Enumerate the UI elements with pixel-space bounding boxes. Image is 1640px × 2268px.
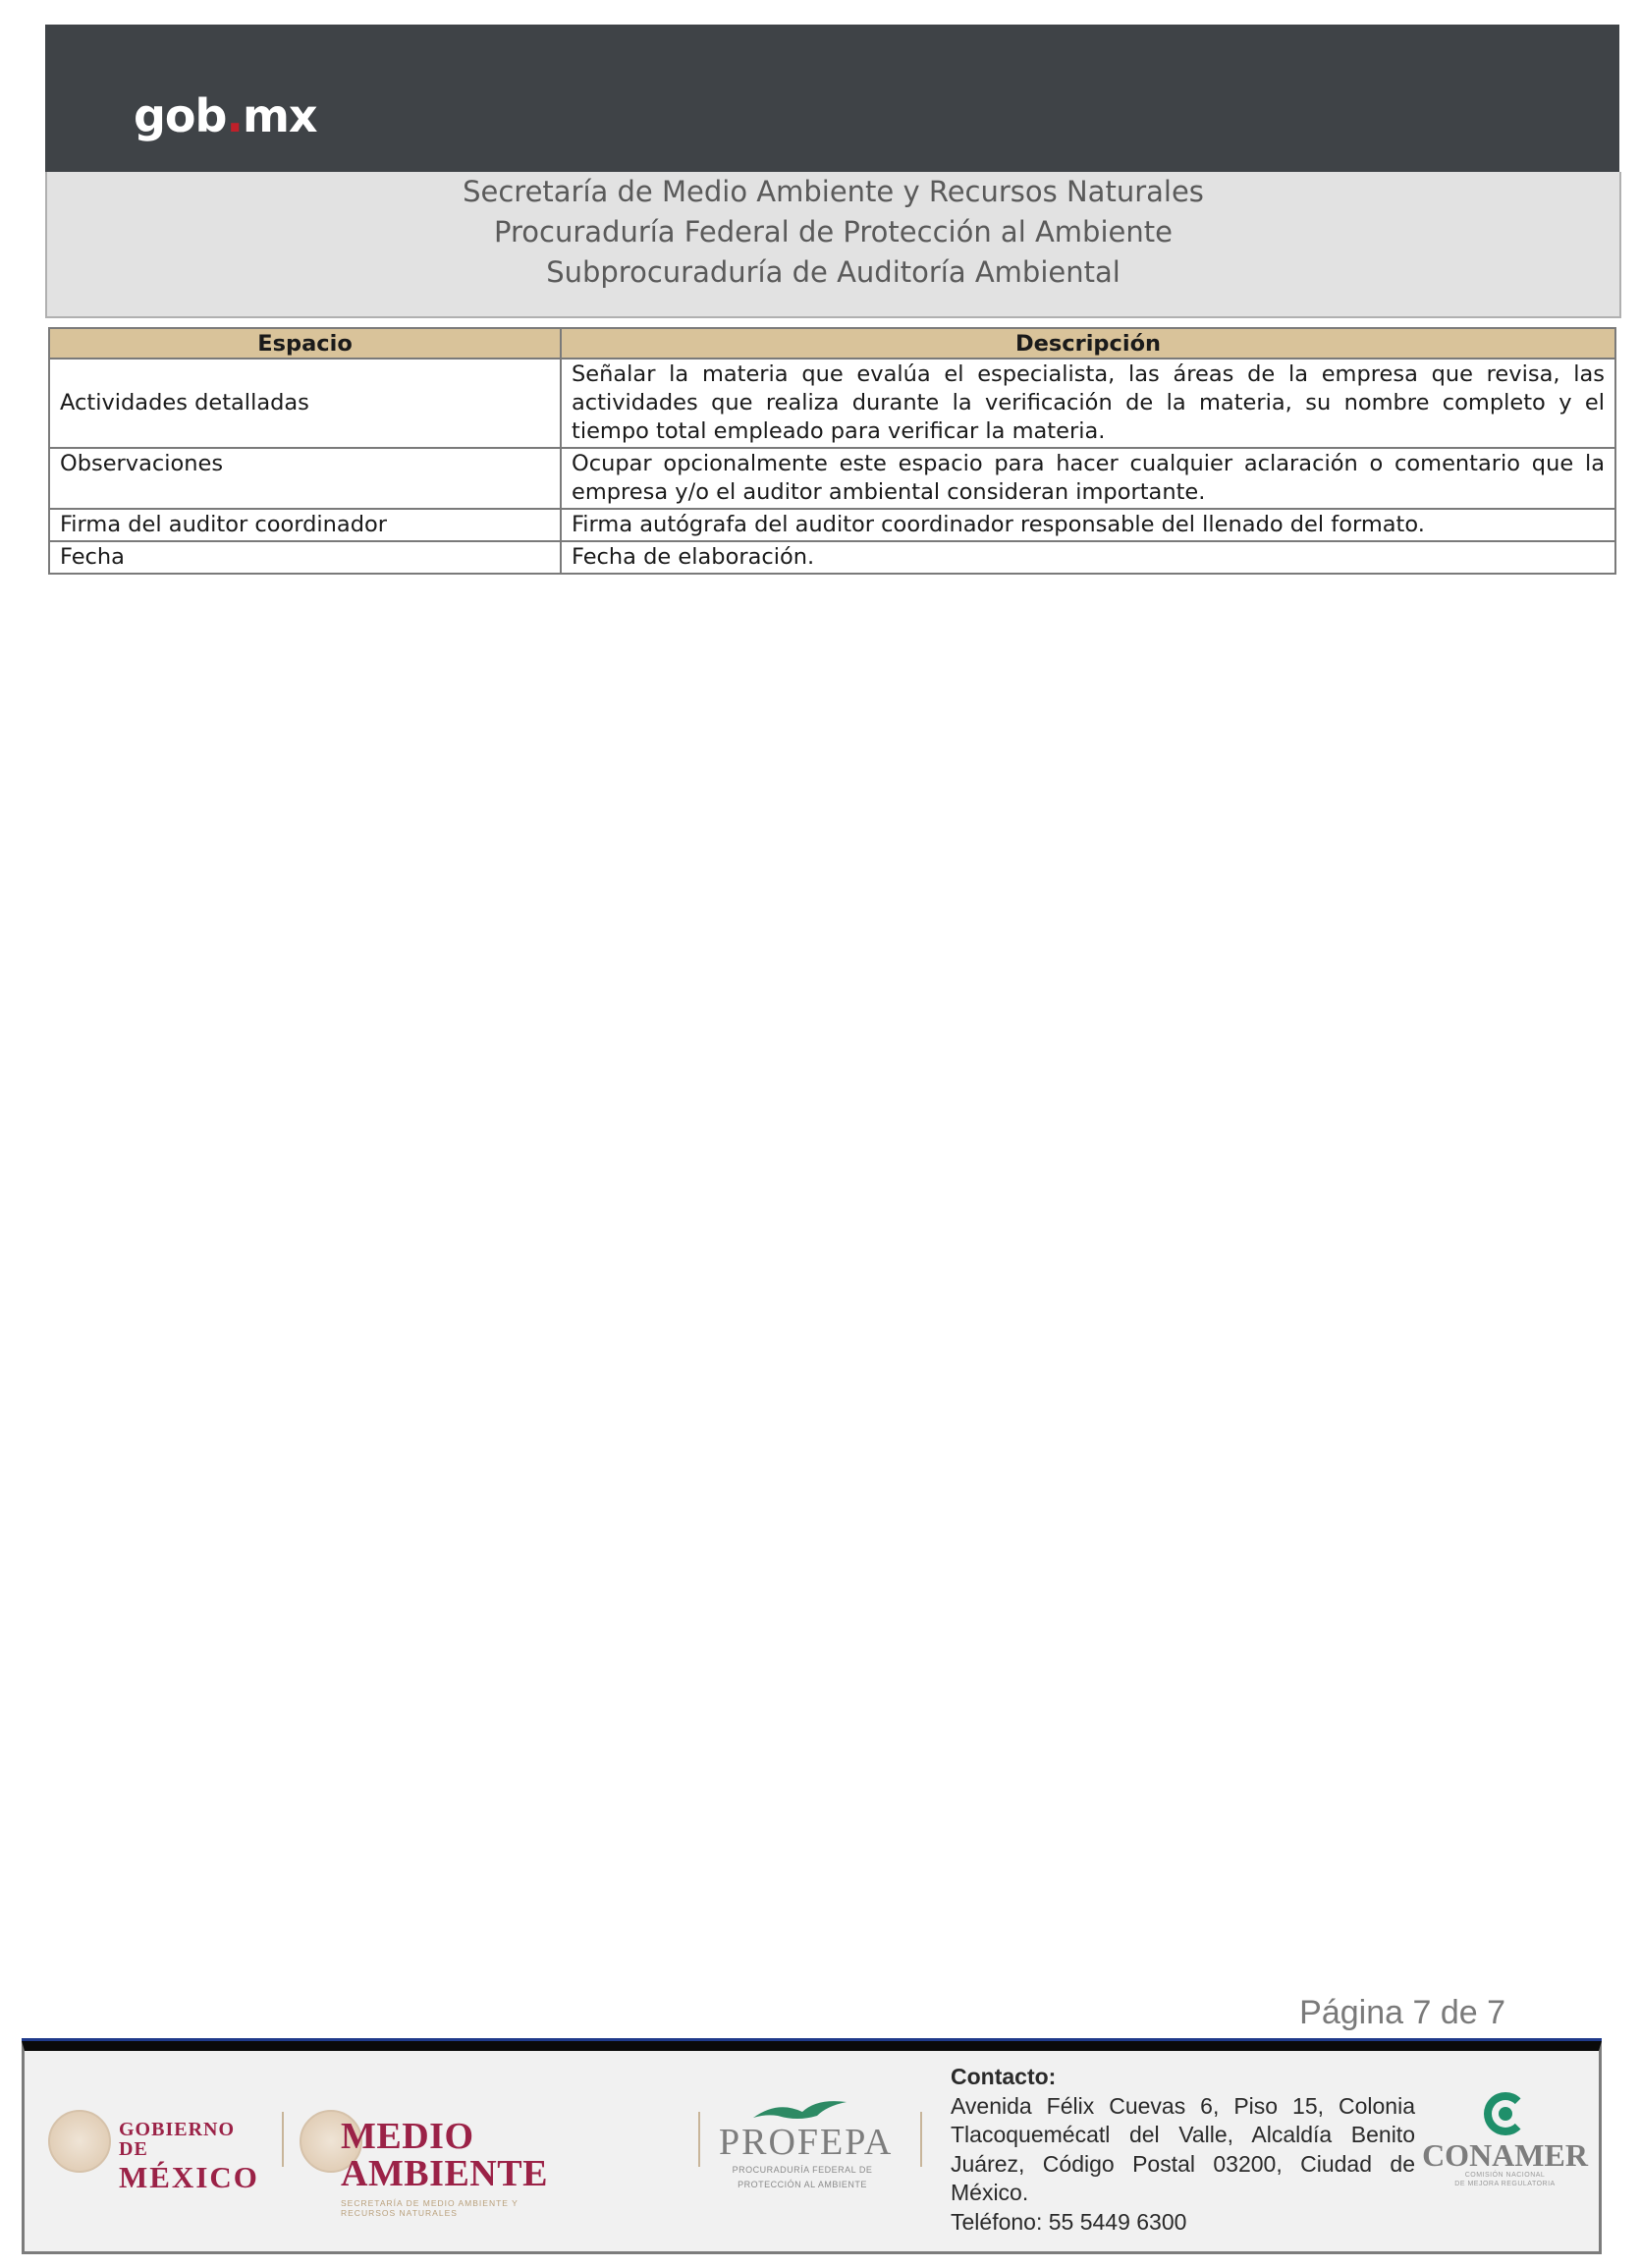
profepa-name: PROFEPA bbox=[719, 2122, 894, 2163]
table-row bbox=[49, 359, 1615, 448]
header-bar bbox=[45, 25, 1619, 172]
footer bbox=[22, 2041, 1602, 2254]
table-row bbox=[49, 448, 1615, 509]
cell-description: Ocupar opcionalmente este espacio para hacer cualquier aclaración o comentario que la empresa y/o el auditor ambiental consideran importante. bbox=[561, 448, 1615, 509]
table-header-row bbox=[49, 328, 1615, 359]
footer-divider bbox=[698, 2112, 700, 2167]
cell-space: Fecha bbox=[49, 541, 561, 574]
footer-accent-line bbox=[22, 2038, 1602, 2041]
medio-ambiente-title: MEDIO AMBIENTE bbox=[341, 2116, 548, 2194]
gobierno-de-mexico-logo bbox=[119, 2120, 259, 2192]
gob-mx-logo[interactable] bbox=[134, 89, 317, 142]
table-row bbox=[49, 541, 1615, 574]
department-line-2: Procuraduría Federal de Protección al Ambiente bbox=[494, 215, 1173, 249]
gobierno-line-2: MÉXICO bbox=[119, 2160, 259, 2194]
medio-ambiente-logo bbox=[341, 2118, 548, 2218]
column-header-descripcion: Descripción bbox=[561, 328, 1615, 359]
logo-dot: . bbox=[226, 89, 243, 142]
table-row bbox=[49, 509, 1615, 541]
conamer-subtitle-1: COMISIÓN NACIONAL bbox=[1464, 2172, 1546, 2179]
conamer-logo bbox=[1419, 2092, 1591, 2188]
medio-ambiente-subtitle: SECRETARÍA DE MEDIO AMBIENTE Y RECURSOS NATURALES bbox=[341, 2198, 519, 2218]
profepa-bird-icon bbox=[719, 2092, 886, 2124]
conamer-subtitle-2: DE MEJORA REGULATORIA bbox=[1454, 2181, 1556, 2187]
profepa-logo bbox=[719, 2092, 894, 2190]
conamer-ring-icon bbox=[1484, 2092, 1527, 2135]
cell-description: Señalar la materia que evalúa el especialista, las áreas de la empresa que revisa, las actividades que realiza durante la verificación de la materia, su nombre completo y el tiempo total empleado para verificar la materia. bbox=[561, 359, 1615, 448]
department-line-3: Subprocuraduría de Auditoría Ambiental bbox=[546, 255, 1121, 289]
mexico-seal-icon bbox=[48, 2110, 111, 2173]
contact-title: Contacto: bbox=[951, 2064, 1057, 2089]
contact-info bbox=[951, 2063, 1415, 2237]
profepa-subtitle-1: PROCURADURÍA FEDERAL DE bbox=[732, 2165, 873, 2175]
footer-divider bbox=[282, 2112, 284, 2167]
field-description-table bbox=[48, 327, 1616, 575]
cell-space: Actividades detalladas bbox=[49, 359, 561, 448]
logo-main-text: gob bbox=[134, 89, 227, 142]
page-number: Página 7 de 7 bbox=[1299, 1994, 1505, 2031]
department-line-1: Secretaría de Medio Ambiente y Recursos Naturales bbox=[463, 175, 1204, 208]
contact-address: Avenida Félix Cuevas 6, Piso 15, Colonia Tlacoquemécatl del Valle, Alcaldía Benito Juárez, Código Postal 03200, Ciudad de México. bbox=[951, 2092, 1415, 2205]
conamer-name: CONAMER bbox=[1422, 2137, 1588, 2173]
gobierno-line-1: GOBIERNO DE bbox=[119, 2119, 236, 2160]
footer-divider bbox=[920, 2112, 922, 2167]
cell-space: Observaciones bbox=[49, 448, 561, 509]
column-header-espacio: Espacio bbox=[49, 328, 561, 359]
cell-description: Firma autógrafa del auditor coordinador responsable del llenado del formato. bbox=[561, 509, 1615, 541]
cell-description: Fecha de elaboración. bbox=[561, 541, 1615, 574]
cell-space: Firma del auditor coordinador bbox=[49, 509, 561, 541]
profepa-subtitle-2: PROTECCIÓN AL AMBIENTE bbox=[738, 2180, 867, 2189]
logo-suffix-text: mx bbox=[242, 89, 317, 142]
department-header bbox=[45, 172, 1621, 318]
contact-phone[interactable]: Teléfono: 55 5449 6300 bbox=[951, 2208, 1187, 2235]
